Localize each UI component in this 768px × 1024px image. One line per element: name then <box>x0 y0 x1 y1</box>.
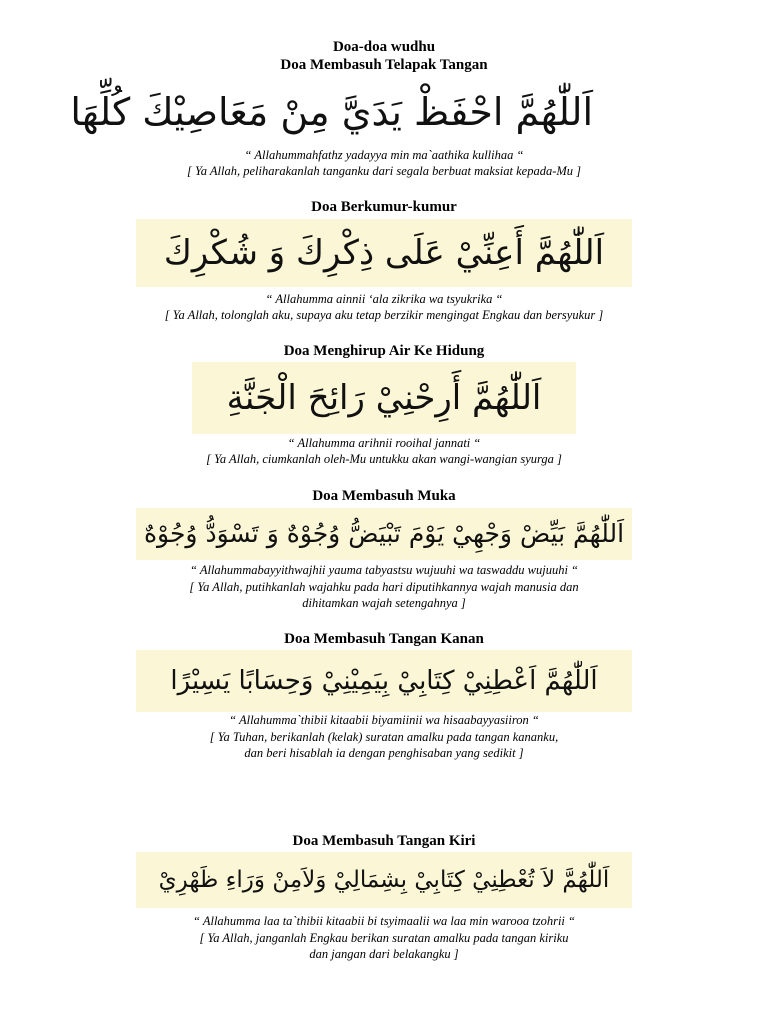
section-heading-berkumur: Doa Berkumur-kumur <box>311 199 457 215</box>
transliteration-tangan-kiri: “ Allahumma laa ta`thibii kitaabii bi tsyimaalii wa laa min warooa tzohrii “ <box>193 914 575 928</box>
section-heading-muka: Doa Membasuh Muka <box>312 488 456 504</box>
arabic-text-berkumur: اَللّٰهُمَّ أَعِنِّيْ عَلَى ذِكْرِكَ وَ شُكْرِكَ <box>136 219 632 287</box>
arabic-text-tangan-kiri: اَللّٰهُمَّ لاَ تُعْطِنِيْ كِتَابِيْ بِشِمَالِيْ وَلاَمِنْ وَرَاءِ ظَهْرِيْ <box>136 852 632 908</box>
translation-telapak-tangan: [ Ya Allah, peliharakanlah tanganku dari segala berbuat maksiat kepada-Mu ] <box>186 164 582 178</box>
translation-muka-line-1: [ Ya Allah, putihkanlah wajahku pada hari diputihkannya wajah manusia dan <box>189 580 579 594</box>
transliteration-berkumur: “ Allahumma ainnii ‘ala zikrika wa tsyukrika “ <box>265 292 503 306</box>
section-heading-telapak-tangan: Doa Membasuh Telapak Tangan <box>280 57 488 73</box>
arabic-text-telapak-tangan: اَللّٰهُمَّ احْفَظْ يَدَيَّ مِنْ مَعَاصِيْكَ كُلِّهَا <box>70 90 593 134</box>
translation-tangan-kiri-line-2: dan jangan dari belakangku ] <box>309 947 459 961</box>
translation-tangan-kiri-line-1: [ Ya Allah, janganlah Engkau berikan suratan amalku pada tangan kiriku <box>199 931 569 945</box>
translation-tangan-kanan-line-1: [ Ya Tuhan, berikanlah (kelak) suratan amalku pada tangan kananku, <box>209 730 559 744</box>
arabic-text-hidung: اَللّٰهُمَّ أَرِحْنِيْ رَائِحَ الْجَنَّةِ <box>192 362 576 434</box>
transliteration-telapak-tangan: “ Allahummahfathz yadayya min ma`aathika kullihaa “ <box>244 148 524 162</box>
translation-berkumur: [ Ya Allah, tolonglah aku, supaya aku tetap berzikir mengingat Engkau dan bersyukur ] <box>164 308 604 322</box>
arabic-text-tangan-kanan: اَللّٰهُمَّ اَعْطِنِيْ كِتَابِيْ بِيَمِيْنِيْ وَحِسَابًا يَسِيْرًا <box>136 650 632 712</box>
translation-muka-line-2: dihitamkan wajah setengahnya ] <box>302 596 466 610</box>
translation-hidung: [ Ya Allah, ciumkanlah oleh-Mu untukku akan wangi-wangian syurga ] <box>206 452 562 466</box>
section-heading-tangan-kiri: Doa Membasuh Tangan Kiri <box>292 833 476 849</box>
translation-tangan-kanan-line-2: dan beri hisablah ia dengan penghisaban yang sedikit ] <box>244 746 524 760</box>
document-title: Doa-doa wudhu <box>332 39 436 55</box>
transliteration-tangan-kanan: “ Allahumma`thibii kitaabii biyamiinii wa hisaabayyasiiron “ <box>229 713 539 727</box>
transliteration-hidung: “ Allahumma arihnii rooihal jannati “ <box>287 436 481 450</box>
transliteration-muka: “ Allahummabayyithwajhii yauma tabyastsu wujuuhi wa taswaddu wujuuhi “ <box>190 563 578 577</box>
arabic-text-muka: اَللّٰهُمَّ بَيِّضْ وَجْهِيْ يَوْمَ تَبْيَضُّ وُجُوْهٌ وَ تَسْوَدُّ وُجُوْهٌ <box>136 508 632 560</box>
section-heading-hidung: Doa Menghirup Air Ke Hidung <box>283 343 485 359</box>
section-heading-tangan-kanan: Doa Membasuh Tangan Kanan <box>284 631 484 647</box>
